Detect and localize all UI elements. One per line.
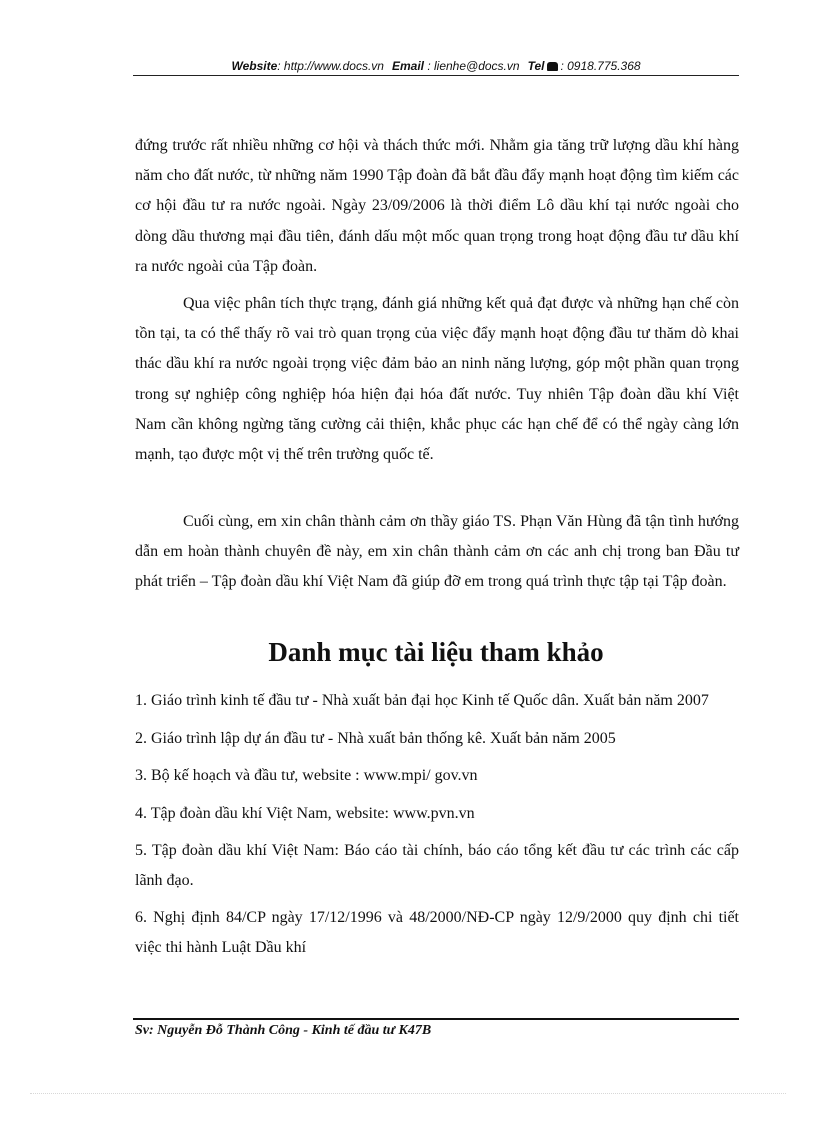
website-value[interactable]: : http://www.docs.vn bbox=[277, 59, 384, 73]
page-footer: Sv: Nguyễn Đỗ Thành Công - Kinh tế đầu tư K47B bbox=[135, 1023, 432, 1038]
tel-value: : 0918.775.368 bbox=[560, 59, 641, 73]
tel-label: Tel bbox=[527, 59, 545, 73]
page-edge-divider bbox=[30, 1093, 786, 1094]
email-value[interactable]: : lienhe@docs.vn bbox=[423, 59, 520, 73]
reference-item: 5. Tập đoàn dầu khí Việt Nam: Báo cáo tài chính, báo cáo tổng kết đầu tư các trình các cấp lãnh đạo. bbox=[135, 842, 739, 889]
body-paragraph-3 bbox=[135, 507, 739, 598]
body-paragraph-1 bbox=[135, 131, 739, 282]
reference-item: 4. Tập đoàn dầu khí Việt Nam, website: www.pvn.vn bbox=[135, 804, 475, 822]
reference-item: 1. Giáo trình kinh tế đầu tư - Nhà xuất bản đại học Kinh tế Quốc dân. Xuất bản năm 2007 bbox=[135, 692, 709, 709]
page-header bbox=[133, 57, 739, 76]
telephone-icon bbox=[547, 62, 558, 71]
body-paragraph-2 bbox=[135, 289, 739, 470]
paragraph-text: đứng trước rất nhiều những cơ hội và thách thức mới. Nhằm gia tăng trữ lượng dầu khí hàng năm cho đất nước, từ những năm 1990 Tập đoàn đã bắt đầu đẩy mạnh hoạt động tìm kiếm các cơ hội đầu tư ra nước ngoài. Ngày 23/09/2006 là thời điểm Lô dầu khí tại nước ngoài cho dòng dầu thương mại đầu tiên, đánh dấu một mốc quan trọng trong hoạt động đầu tư dầu khí ra nước ngoài của Tập đoàn. bbox=[135, 137, 739, 275]
references-title: Danh mục tài liệu tham khảo bbox=[268, 637, 604, 667]
email-label: Email bbox=[391, 59, 424, 73]
references-list bbox=[135, 686, 739, 970]
paragraph-text: Qua việc phân tích thực trạng, đánh giá những kết quả đạt được và những hạn chế còn tồn tại, ta có thể thấy rõ vai trò quan trọng của việc đẩy mạnh hoạt động đầu tư thăm dò khai thác dầu khí ra nước ngoài trọng việc đảm bảo an ninh năng lượng, góp một phần quan trọng trong sự nghiệp công nghiệp hóa hiện đại hóa đất nước. Tuy nhiên Tập đoàn dầu khí Việt Nam cần không ngừng tăng cường cải thiện, khắc phục các hạn chế để có thể ngày càng lớn mạnh, tạo được một vị thế trên trường quốc tế. bbox=[135, 295, 739, 464]
website-label: Website bbox=[231, 59, 278, 73]
reference-item: 2. Giáo trình lập dự án đầu tư - Nhà xuất bản thống kê. Xuất bản năm 2005 bbox=[135, 729, 616, 747]
reference-item: 6. Nghị định 84/CP ngày 17/12/1996 và 48/2000/NĐ-CP ngày 12/9/2000 quy định chi tiết việc thi hành Luật Dầu khí bbox=[135, 909, 739, 956]
reference-item: 3. Bộ kế hoạch và đầu tư, website : www.mpi/ gov.vn bbox=[135, 767, 478, 784]
paragraph-text: Cuối cùng, em xin chân thành cảm ơn thầy giáo TS. Phạn Văn Hùng đã tận tình hướng dẫn em hoàn thành chuyên đề này, em xin chân thành cảm ơn các anh chị trong ban Đầu tư phát triển – Tập đoàn dầu khí Việt Nam đã giúp đỡ em trong quá trình thực tập tại Tập đoàn. bbox=[135, 513, 739, 591]
